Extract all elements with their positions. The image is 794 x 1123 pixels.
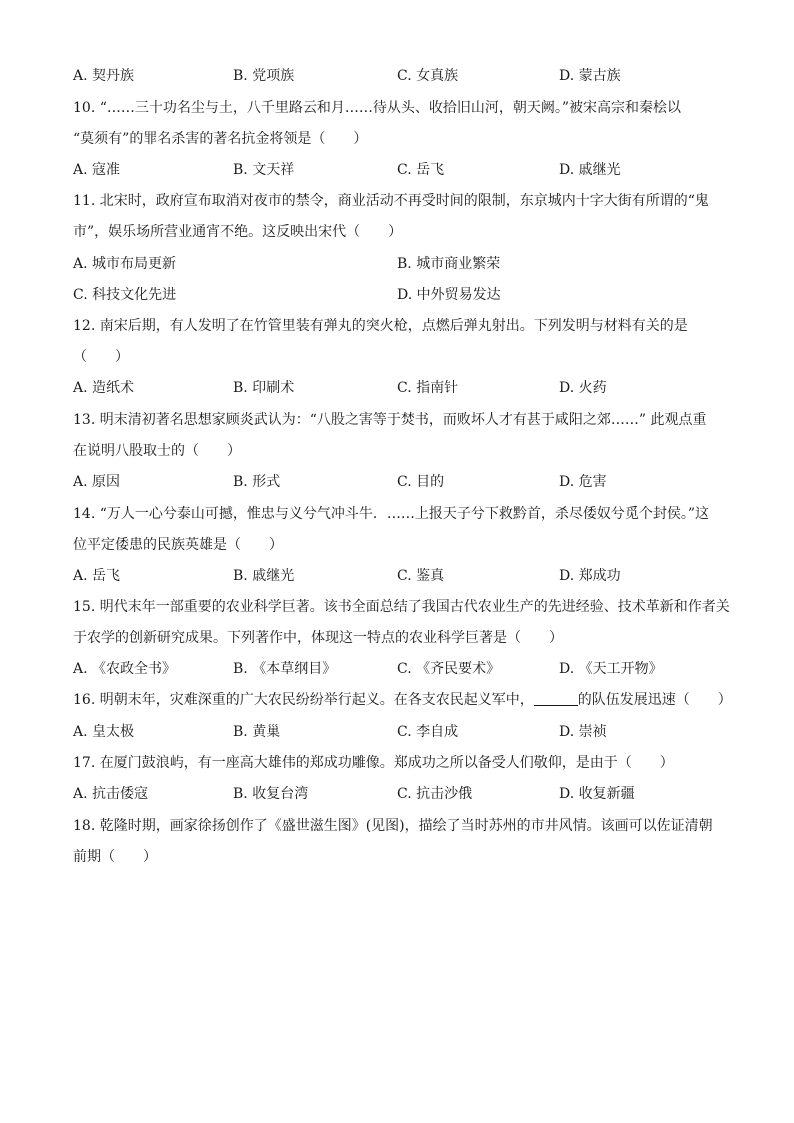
q9-option-a[interactable]: A. 契丹族	[73, 68, 135, 84]
q14-option-b[interactable]: B. 戚继光	[233, 568, 295, 584]
q10-stem-line1: 10. “……三十功名尘与土，八千里路云和月……待从头、收拾旧山河，朝天阙。”被宋高宗和秦桧以	[73, 100, 682, 116]
q16-options	[73, 721, 724, 743]
q17-options	[73, 783, 724, 805]
q17-stem-line1: 17. 在厦门鼓浪屿，有一座高大雄伟的郑成功雕像。郑成功之所以备受人们敬仰，是由于（ ）	[73, 755, 674, 771]
q15-option-d[interactable]: D. 《天工开物》	[559, 661, 663, 677]
q11-stem-line2: 市”，娱乐场所营业通宵不绝。这反映出宋代（ ）	[73, 224, 403, 240]
q13-stem-line2: 在说明八股取士的（ ）	[73, 443, 241, 459]
q11-option-a[interactable]: A. 城市布局更新	[73, 256, 177, 272]
q17-option-a[interactable]: A. 抗击倭寇	[73, 786, 149, 802]
q10-option-a[interactable]: A. 寇准	[73, 162, 121, 178]
q12-stem-line2: （ ）	[73, 349, 129, 365]
q15-option-c[interactable]: C. 《齐民要术》	[397, 661, 501, 677]
q15-option-b[interactable]: B. 《本草纲目》	[233, 661, 337, 677]
q11-options-row1	[73, 253, 724, 275]
q17-option-b[interactable]: B. 收复台湾	[233, 786, 309, 802]
q9-options	[73, 65, 724, 87]
q18-stem-line2: 前期（ ）	[73, 849, 157, 865]
q15-options	[73, 658, 724, 680]
q12-option-c[interactable]: C. 指南针	[397, 380, 459, 396]
q16-option-d[interactable]: D. 崇祯	[559, 724, 607, 740]
q12-stem-line1: 12. 南宋后期，有人发明了在竹管里装有弹丸的突火枪，点燃后弹丸射出。下列发明与材料有关的是	[73, 318, 688, 334]
q13-option-a[interactable]: A. 原因	[73, 474, 121, 490]
q16-option-c[interactable]: C. 李自成	[397, 724, 459, 740]
q17-option-c[interactable]: C. 抗击沙俄	[397, 786, 473, 802]
q14-option-a[interactable]: A. 岳飞	[73, 568, 121, 584]
q11-stem-line1: 11. 北宋时，政府宣布取消对夜市的禁令，商业活动不再受时间的限制，东京城内十字大街有所谓的“鬼	[73, 193, 709, 209]
q13-stem-line1: 13. 明末清初著名思想家顾炎武认为：“八股之害等于焚书，而败坏人才有甚于咸阳之郊……” 此观点重	[73, 412, 707, 428]
q16-option-a[interactable]: A. 皇太极	[73, 724, 135, 740]
q11-option-d[interactable]: D. 中外贸易发达	[397, 287, 501, 303]
q16-stem-after-blank: 的队伍发展迅速（ ）	[577, 692, 732, 708]
q14-stem-line2: 位平定倭患的民族英雄是（ ）	[73, 537, 283, 553]
q13-option-b[interactable]: B. 形式	[233, 474, 281, 490]
q18-stem-line1: 18. 乾隆时期，画家徐扬创作了《盛世滋生图》(见图)，描绘了当时苏州的市井风情。该画可以佐证清朝	[73, 818, 713, 834]
q10-option-d[interactable]: D. 戚继光	[559, 162, 621, 178]
q16-option-b[interactable]: B. 黄巢	[233, 724, 281, 740]
q12-options	[73, 377, 724, 399]
q11-option-b[interactable]: B. 城市商业繁荣	[397, 256, 501, 272]
q9-option-b[interactable]: B. 党项族	[233, 68, 295, 84]
q13-options	[73, 471, 724, 493]
q15-stem-line1: 15. 明代末年一部重要的农业科学巨著。该书全面总结了我国古代农业生产的先进经验、技术革新和作者关	[73, 599, 730, 615]
q12-option-a[interactable]: A. 造纸术	[73, 380, 135, 396]
q11-options-row2	[73, 284, 724, 306]
q14-options	[73, 565, 724, 587]
q11-option-c[interactable]: C. 科技文化先进	[73, 287, 177, 303]
q13-option-d[interactable]: D. 危害	[559, 474, 607, 490]
q17-option-d[interactable]: D. 收复新疆	[559, 786, 635, 802]
q9-option-d[interactable]: D. 蒙古族	[559, 68, 621, 84]
q10-option-b[interactable]: B. 文天祥	[233, 162, 295, 178]
q16-answer-blank	[534, 691, 578, 706]
q14-option-d[interactable]: D. 郑成功	[559, 568, 621, 584]
q14-stem-line1: 14. “万人一心兮泰山可撼，惟忠与义兮气冲斗牛．……上报天子兮下救黔首，杀尽倭奴兮觅个封侯。”这	[73, 506, 710, 522]
q16-stem-before-blank: 16. 明朝末年，灾难深重的广大农民纷纷举行起义。在各支农民起义军中，	[73, 692, 534, 708]
q12-option-b[interactable]: B. 印刷术	[233, 380, 295, 396]
q10-options	[73, 159, 724, 181]
q14-option-c[interactable]: C. 鉴真	[397, 568, 445, 584]
q16-stem-line1	[73, 689, 732, 711]
q15-stem-line2: 于农学的创新研究成果。下列著作中，体现这一特点的农业科学巨著是（ ）	[73, 630, 563, 646]
q9-option-c[interactable]: C. 女真族	[397, 68, 459, 84]
q15-option-a[interactable]: A. 《农政全书》	[73, 661, 177, 677]
q12-option-d[interactable]: D. 火药	[559, 380, 607, 396]
q13-option-c[interactable]: C. 目的	[397, 474, 445, 490]
q10-stem-line2: “莫须有”的罪名杀害的著名抗金将领是（ ）	[73, 131, 368, 147]
q10-option-c[interactable]: C. 岳飞	[397, 162, 445, 178]
